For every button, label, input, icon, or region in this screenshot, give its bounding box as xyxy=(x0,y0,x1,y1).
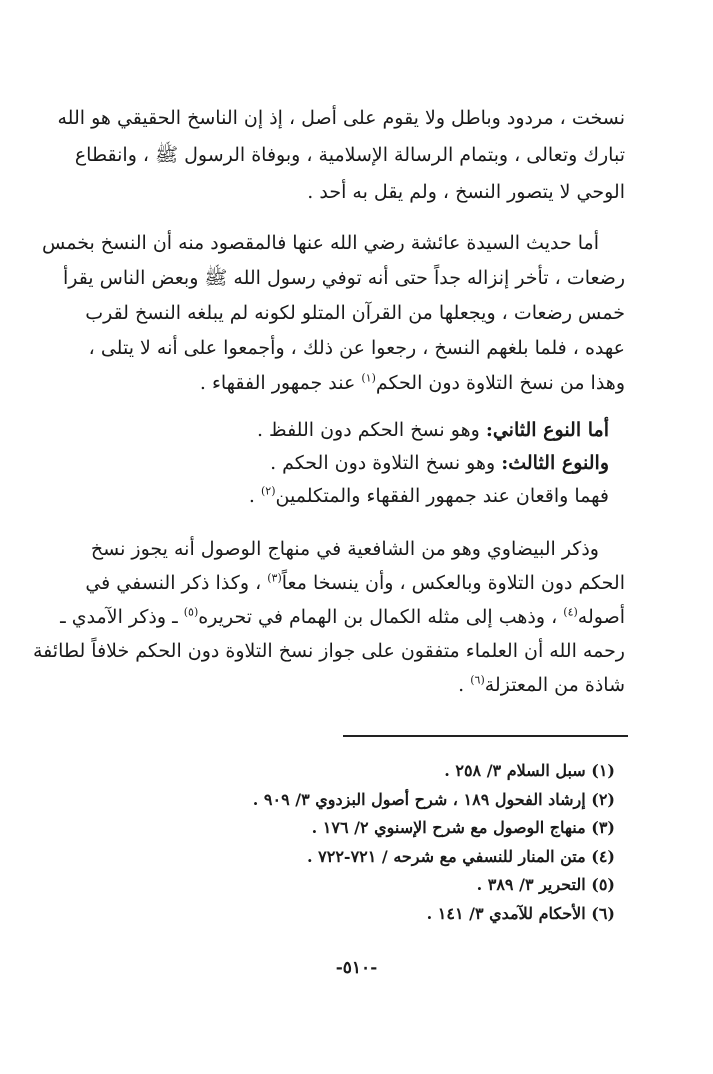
paragraph-2 xyxy=(42,226,625,401)
text-line xyxy=(60,600,625,634)
type-three-line xyxy=(75,447,625,480)
footnote: (٢) إرشاد الفحول ١٨٩ ، شرح أصول البزدوي ٣/ ٩٠٩ . xyxy=(252,789,615,809)
text-line: وذكر البيضاوي وهو من الشافعية في منهاج الوصول أنه يجوز نسخ xyxy=(90,538,599,560)
footnote: (٤) متن المنار للنسفي مع شرحه / ٧٢١-٧٢٢ . xyxy=(307,846,615,866)
text-line: أما حديث السيدة عائشة رضي الله عنها فالمقصود منه أن النسخ بخمس xyxy=(42,232,599,254)
footnote: (٦) الأحكام للآمدي ٣/ ١٤١ . xyxy=(426,903,615,923)
footnote-mark: (٢) xyxy=(261,484,276,498)
period: . xyxy=(458,674,465,696)
text-fragment: فهما واقعان عند جمهور الفقهاء والمتكلمين xyxy=(275,485,609,507)
text-line: خمس رضعات ، ويجعلها من القرآن المتلو لكونه لم يبلغه النسخ لقرب xyxy=(85,302,625,324)
footnote: (٣) منهاج الوصول مع شرح الإسنوي ٢/ ١٧٦ . xyxy=(311,818,615,837)
text-fragment: عند جمهور الفقهاء . xyxy=(199,372,356,394)
types-conclusion-line xyxy=(75,480,625,513)
text-fragment: أصوله xyxy=(577,606,625,628)
footnote: (٥) التحرير ٣/ ٣٨٩ . xyxy=(476,875,615,894)
text-fragment: ، وذهب إلى مثله الكمال بن الهمام في تحريره xyxy=(198,606,558,628)
text-line xyxy=(75,668,625,702)
text-line: نسخت ، مردود وباطل ولا يقوم على أصل ، إذ إن الناسخ الحقيقي هو الله xyxy=(57,107,625,129)
text-line: رضعات ، تأخر إنزاله جداً حتى أنه توفي رسول الله ﷺ وبعض الناس يقرأ xyxy=(62,267,625,289)
text-line xyxy=(75,366,625,401)
text-line: الوحي لا يتصور النسخ ، ولم يقل به أحد . xyxy=(307,181,625,203)
type-three-text: وهو نسخ التلاوة دون الحكم . xyxy=(270,452,496,474)
text-line: رحمه الله أن العلماء متفقون على جواز نسخ التلاوة دون الحكم خلافاً لطائفة xyxy=(33,640,625,662)
page-number: -٥١٠- xyxy=(335,958,378,978)
paragraph-3 xyxy=(33,532,625,702)
period: . xyxy=(248,485,255,507)
text-fragment: شاذة من المعتزلة xyxy=(484,674,625,696)
text-fragment: ـ وذكر الآمدي ـ xyxy=(60,606,178,628)
footnote-separator xyxy=(343,735,628,737)
type-two-line xyxy=(75,414,625,447)
footnote-mark: (٥) xyxy=(183,605,199,619)
paragraph-1 xyxy=(57,100,625,211)
footnote-mark: (٤) xyxy=(563,605,578,619)
type-two-text: وهو نسخ الحكم دون اللفظ . xyxy=(256,419,480,441)
text-fragment: ، وكذا ذكر النسفي في xyxy=(85,572,262,594)
text-line: تبارك وتعالى ، وبتمام الرسالة الإسلامية ، وبوفاة الرسول ﷺ ، وانقطاع xyxy=(74,144,625,166)
footnotes xyxy=(75,757,625,928)
footnote-mark: (٣) xyxy=(267,571,282,585)
text-line xyxy=(75,566,625,600)
footnote: (١) سبل السلام ٣/ ٢٥٨ . xyxy=(444,761,615,780)
text-line: عهده ، فلما بلغهم النسخ ، رجعوا عن ذلك ، وأجمعوا على أنه لا يتلى ، xyxy=(88,337,625,359)
text-fragment: الحكم دون التلاوة وبالعكس ، وأن ينسخا معاً xyxy=(281,572,625,594)
type-three-label: والنوع الثالث: xyxy=(501,452,609,474)
text-fragment: وهذا من نسخ التلاوة دون الحكم xyxy=(375,372,625,394)
footnote-mark: (١) xyxy=(361,371,376,385)
abrogation-types xyxy=(75,414,625,513)
footnote-mark: (٦) xyxy=(470,673,485,687)
type-two-label: أما النوع الثاني: xyxy=(485,419,609,441)
